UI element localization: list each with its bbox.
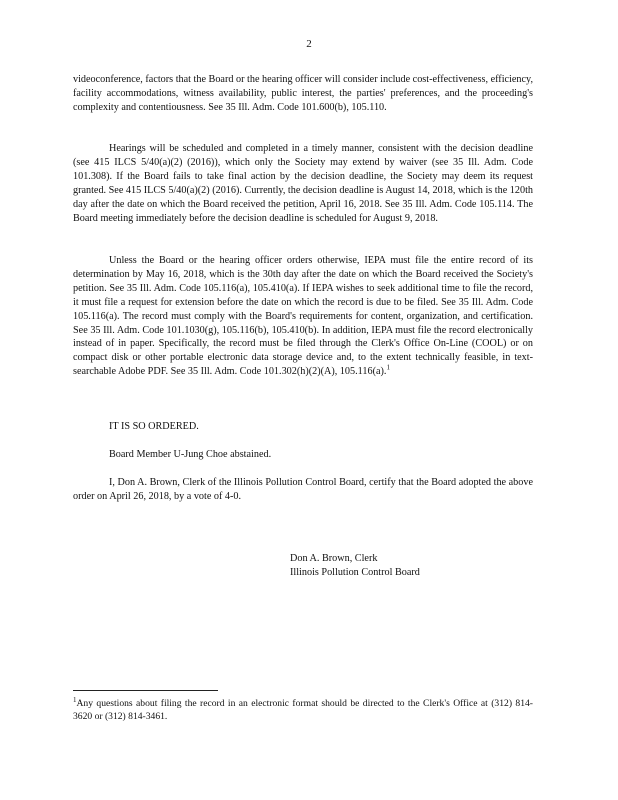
- abstention-note: [73, 448, 569, 462]
- paragraph-hearing-factors: [73, 73, 533, 115]
- signature-block: [290, 552, 420, 580]
- abstention-text: Board Member U-Jung Choe abstained.: [109, 449, 272, 460]
- footnote-text: Any questions about filing the record in an electronic format should be directed to the Clerk's Office at (312) 814-3620 or (312) 814-3461.: [73, 698, 533, 722]
- order-text: IT IS SO ORDERED.: [109, 421, 199, 432]
- paragraph-text: videoconference, factors that the Board or the hearing officer will consider include cost-effectiveness, efficiency, facility accommodations, witness availability, public interest, the parties' preferences, and the proceeding's complexity and contentiousness. See 35 Ill. Adm. Code 101.600(b), 105.110.: [73, 74, 533, 113]
- paragraph-hearing-schedule: [73, 142, 533, 225]
- paragraph-text: Hearings will be scheduled and completed in a timely manner, consistent with the decision deadline (see 415 ILCS 5/40(a)(2) (2016)), which only the Society may extend by waiver (see 35 Ill. Adm. Code 101.308). If the Board fails to take final action by the decision deadline, the Society may deem its request granted. See 415 ILCS 5/40(a)(2) (2016). Currently, the decision deadline is August 14, 2018, which is the 120th day after the date on which the Board received the petition, April 16, 2018. See 35 Ill. Adm. Code 105.114. The Board meeting immediately before the decision deadline is scheduled for August 9, 2018.: [73, 143, 533, 224]
- order-statement: [73, 420, 569, 434]
- paragraph-text-body: Unless the Board or the hearing officer orders otherwise, IEPA must file the entire record of its determination by May 16, 2018, which is the 30th day after the date on which the Board received the Society's petition. See 35 Ill. Adm. Code 105.116(a), 105.410(a). If IEPA wishes to seek additional time to file the record, it must file a request for extension before the date on which the record is due to be filed. See 35 Ill. Adm. Code 105.116(a). The record must comply with the Board's requirements for content, organization, and certification. See 35 Ill. Adm. Code 101.1030(g), 105.116(b), 105.410(b). In addition, IEPA must file the record electronically instead of in paper. Specifically, the record must be filed through the Clerk's Office On-Line (COOL) or on compact disk or other portable electronic data storage device and, to the extent technically feasible, in text-searchable Adobe PDF. See 35 Ill. Adm. Code 101.302(h)(2)(A), 105.116(a).: [73, 255, 533, 378]
- signature-org: Illinois Pollution Control Board: [290, 566, 420, 578]
- footnote-reference: 1: [386, 363, 390, 372]
- footnote-mark: 1: [73, 695, 77, 704]
- footnote: [73, 697, 533, 723]
- certification-text: I, Don A. Brown, Clerk of the Illinois Pollution Control Board, certify that the Board adopted the above order on April 26, 2018, by a vote of 4-0.: [73, 477, 533, 502]
- paragraph-record-filing: [73, 254, 533, 379]
- signature-name: Don A. Brown, Clerk: [290, 553, 378, 564]
- clerk-certification: [73, 476, 533, 504]
- footnote-divider: [73, 690, 218, 691]
- page-number: 2: [306, 38, 312, 50]
- paragraph-text: [73, 254, 533, 379]
